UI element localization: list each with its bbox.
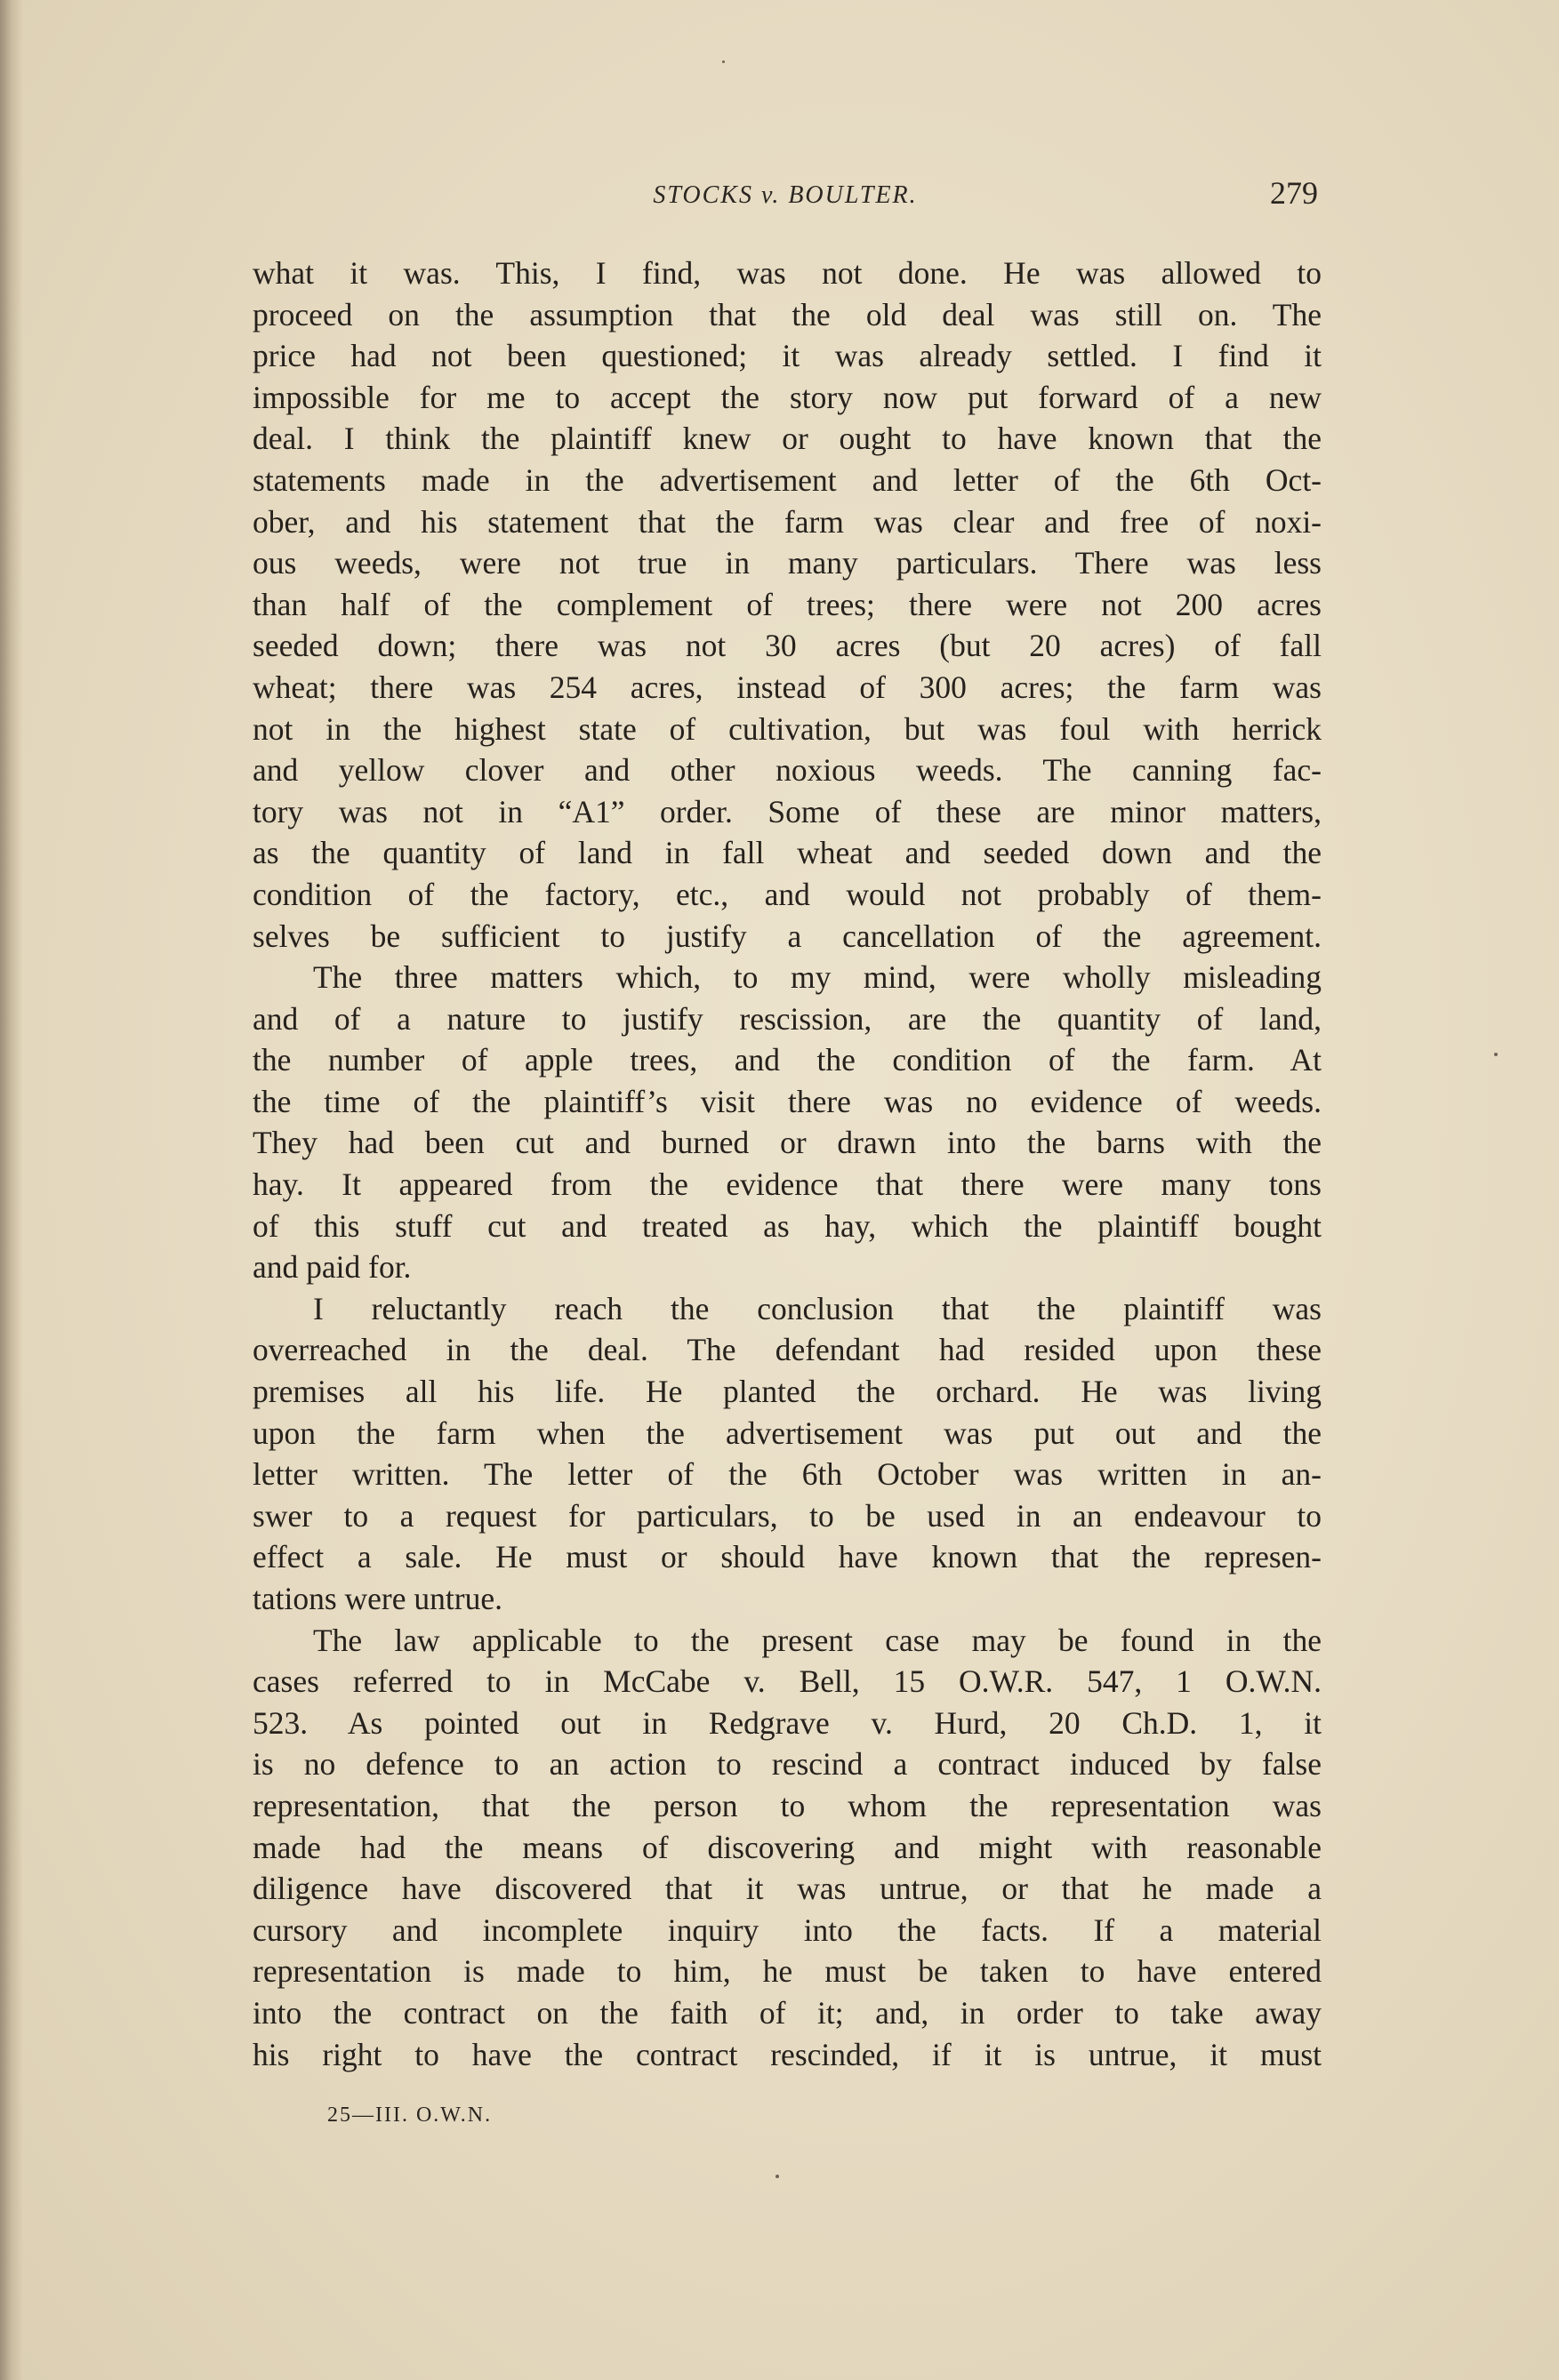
- text-line: condition of the factory, etc., and would not probably of them-: [253, 876, 1322, 912]
- page-number: 279: [1270, 175, 1318, 211]
- signature-mark: 25—III. O.W.N.: [327, 2104, 493, 2127]
- text-line: into the contract on the faith of it; and, in order to take away: [253, 1994, 1322, 2031]
- text-line: wheat; there was 254 acres, instead of 300 acres; the farm was: [253, 669, 1322, 705]
- text-line: what it was. This, I find, was not done. He was allowed to: [253, 255, 1322, 291]
- text-line: overreached in the deal. The defendant had resided upon these: [253, 1332, 1322, 1368]
- text-line: of this stuff cut and treated as hay, which the plaintiff bought: [253, 1207, 1322, 1244]
- text-line: and of a nature to justify rescission, are the quantity of land,: [253, 1000, 1322, 1037]
- text-line: statements made in the advertisement and letter of the 6th Oct-: [253, 461, 1322, 498]
- text-line: They had been cut and burned or drawn into the barns with the: [253, 1125, 1322, 1161]
- text-line: effect a sale. He must or should have known that the represen-: [253, 1539, 1322, 1575]
- paragraph-first-line: The law applicable to the present case may be found in the: [313, 1622, 1322, 1658]
- running-head: [253, 174, 1318, 219]
- text-line: the time of the plaintiff’s visit there was no evidence of weeds.: [253, 1083, 1322, 1119]
- text-line: letter written. The letter of the 6th October was written in an-: [253, 1456, 1322, 1493]
- paper-speck: [775, 2175, 779, 2178]
- binding-shadow: [0, 0, 23, 2380]
- text-line: hay. It appeared from the evidence that there were many tons: [253, 1166, 1322, 1203]
- text-line: diligence have discovered that it was untrue, or that he made a: [253, 1871, 1322, 1907]
- text-line: the number of apple trees, and the condition of the farm. At: [253, 1042, 1322, 1078]
- text-line: his right to have the contract rescinded, if it is untrue, it must: [253, 2036, 1322, 2072]
- text-line: selves be sufficient to justify a cancellation of the agreement.: [253, 918, 1322, 954]
- text-line: is no defence to an action to rescind a contract induced by false: [253, 1746, 1322, 1783]
- text-line: as the quantity of land in fall wheat and seeded down and the: [253, 835, 1322, 871]
- text-line: price had not been questioned; it was already settled. I find it: [253, 338, 1322, 374]
- text-line: deal. I think the plaintiff knew or ought to have known that the: [253, 421, 1322, 457]
- text-line: and yellow clover and other noxious weeds. The canning fac-: [253, 752, 1322, 789]
- text-line: ober, and his statement that the farm was clear and free of noxi-: [253, 503, 1322, 540]
- text-line: representation, that the person to whom the representation was: [253, 1787, 1322, 1823]
- text-line: made had the means of discovering and might with reasonable: [253, 1829, 1322, 1865]
- body-text: [253, 252, 1322, 2075]
- text-line: proceed on the assumption that the old deal was still on. The: [253, 296, 1322, 333]
- running-title: STOCKS v. BOULTER.: [653, 181, 918, 209]
- text-line: premises all his life. He planted the orchard. He was living: [253, 1374, 1322, 1410]
- text-line: than half of the complement of trees; there were not 200 acres: [253, 586, 1322, 622]
- text-line: ous weeds, were not true in many particulars. There was less: [253, 545, 1322, 581]
- paragraph-first-line: I reluctantly reach the conclusion that the plaintiff was: [313, 1290, 1322, 1326]
- text-line: swer to a request for particulars, to be used in an endeavour to: [253, 1497, 1322, 1534]
- text-line: upon the farm when the advertisement was put out and the: [253, 1414, 1322, 1451]
- text-line: impossible for me to accept the story now put forward of a new: [253, 379, 1322, 415]
- text-line: not in the highest state of cultivation, but was foul with herrick: [253, 710, 1322, 747]
- text-line: 523. As pointed out in Redgrave v. Hurd, 20 Ch.D. 1, it: [253, 1704, 1322, 1741]
- text-line: seeded down; there was not 30 acres (but 20 acres) of fall: [253, 628, 1322, 664]
- paragraph-last-line: tations were untrue.: [253, 1581, 502, 1616]
- text-line: cases referred to in McCabe v. Bell, 15 O.W.R. 547, 1 O.W.N.: [253, 1663, 1322, 1700]
- text-line: tory was not in “A1” order. Some of these are minor matters,: [253, 793, 1322, 829]
- paragraph-first-line: The three matters which, to my mind, were wholly misleading: [313, 959, 1322, 996]
- paper-speck: [1494, 1053, 1498, 1056]
- paper-speck: [722, 60, 725, 63]
- paragraph-last-line: and paid for.: [253, 1249, 412, 1286]
- text-line: cursory and incomplete inquiry into the facts. If a material: [253, 1911, 1322, 1948]
- text-line: representation is made to him, he must be taken to have entered: [253, 1953, 1322, 1990]
